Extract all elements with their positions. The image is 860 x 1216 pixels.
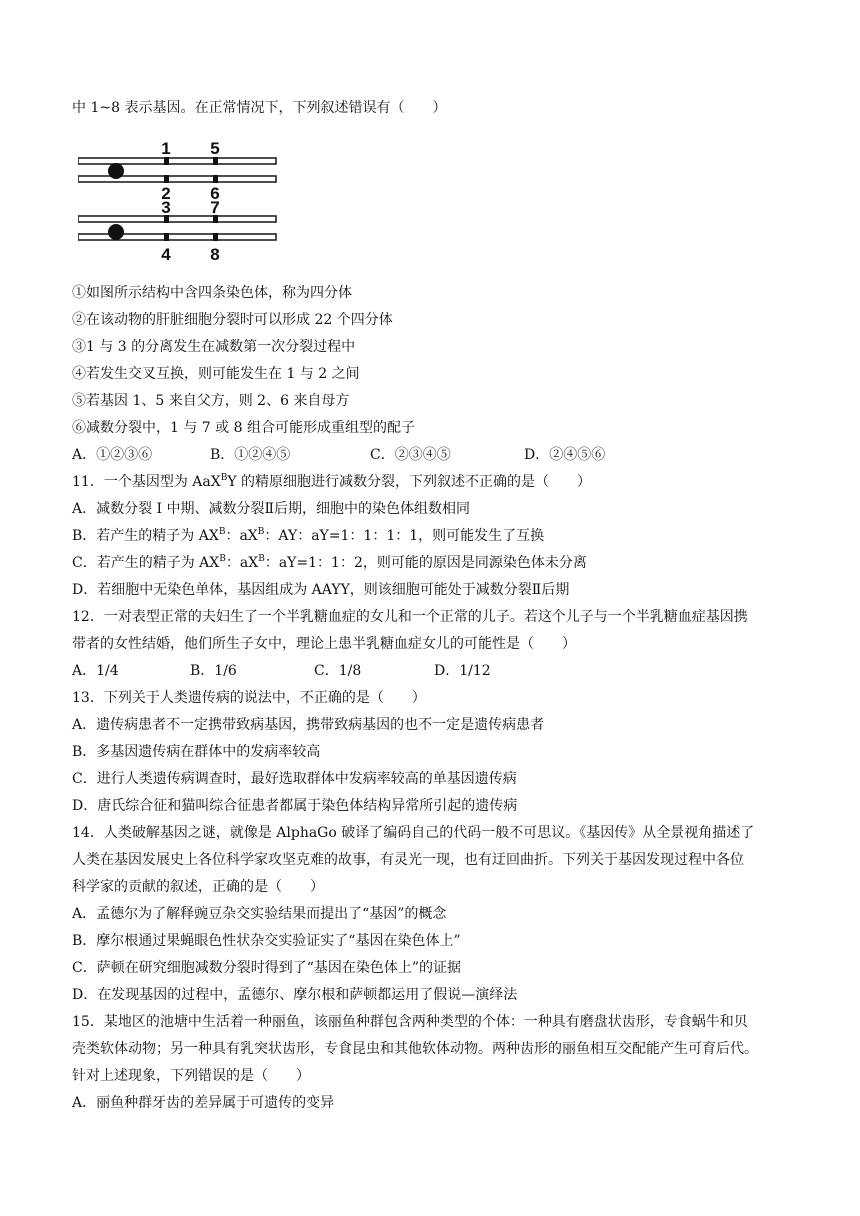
q11-c-sup1: B (219, 554, 226, 564)
gene-label-1: 1 (161, 139, 171, 158)
q11-option-b (72, 526, 544, 546)
q11-stem-sup: B (220, 473, 228, 483)
q11-option-c (72, 553, 587, 573)
q11-stem-post: Y 的精原细胞进行减数分裂，下列叙述不正确的是（ ） (227, 474, 592, 490)
q12-option-a: A．1/4 (72, 663, 119, 679)
gene-band-5 (213, 157, 218, 165)
q14-stem-line2: 人类在基因发展史上各位科学家攻坚克难的故事，有灵光一现，也有迂回曲折。下列关于基因发现过程中各位 (72, 852, 744, 868)
centromere-upper (108, 163, 124, 179)
q12-stem-line1: 12．一对表型正常的夫妇生了一个半乳糖血症的女儿和一个正常的儿子。若这个儿子与一个半乳糖血症基因携 (72, 609, 748, 625)
q11-b-sup1: B (218, 527, 226, 537)
gene-band-2 (164, 175, 169, 183)
statement-5: ⑤若基因 1、5 来自父方，则 2、6 来自母方 (72, 393, 350, 409)
q15-stem-line3: 针对上述现象，下列错误的是（ ） (72, 1068, 310, 1084)
q12-option-b: B．1/6 (190, 663, 237, 679)
q15-stem-line1: 15．某地区的池塘中生活着一种丽鱼，该丽鱼种群包含两种类型的个体：一种具有磨盘状齿形，专食蜗牛和贝 (72, 1014, 748, 1030)
gene-band-6 (213, 175, 218, 183)
q11-b-part3: ：AY：aY=1：1：1：1，则可能发生了互换 (264, 528, 545, 544)
q11-stem-pre: 11．一个基因型为 AaX (72, 474, 221, 490)
q10-options (72, 445, 772, 465)
q12-options (72, 661, 772, 681)
gene-label-7: 7 (210, 198, 220, 217)
q13-option-b: B．多基因遗传病在群体中的发病率较高 (72, 744, 321, 760)
q12-option-c: C．1/8 (314, 663, 362, 679)
q11-c-sup2: B (258, 554, 265, 564)
q15-option-a: A．丽鱼种群牙齿的差异属于可遗传的变异 (72, 1095, 335, 1111)
q14-option-b: B．摩尔根通过果蝇眼色性状杂交实验证实了“基因在染色体上” (72, 933, 461, 949)
gene-label-2: 2 (161, 184, 171, 203)
gene-label-8: 8 (210, 245, 220, 264)
q12-stem-line2: 带者的女性结婚，他们所生子女中，理论上患半乳糖血症女儿的可能性是（ ） (72, 636, 576, 652)
q12-option-d: D．1/12 (434, 663, 491, 679)
q11-b-sup2: B (257, 527, 265, 537)
q14-stem-line3: 科学家的贡献的叙述，正确的是（ ） (72, 879, 324, 895)
gene-label-4: 4 (161, 245, 171, 264)
gene-label-6: 6 (210, 184, 220, 203)
statement-6: ⑥减数分裂中，1 与 7 或 8 组合可能形成重组型的配子 (72, 420, 415, 436)
q11-option-a: A．减数分裂 I 中期、减数分裂Ⅱ后期，细胞中的染色体组数相同 (72, 501, 471, 517)
statement-2: ②在该动物的肝脏细胞分裂时可以形成 22 个四分体 (72, 312, 393, 328)
q10-option-c: C．②③④⑤ (370, 447, 451, 463)
chromosome-3 (78, 216, 276, 222)
q10-option-d: D．②④⑤⑥ (524, 447, 606, 463)
q11-c-part2: ：aX (225, 555, 259, 571)
gene-band-1 (164, 157, 169, 165)
q13-option-c: C．进行人类遗传病调查时，最好选取群体中发病率较高的单基因遗传病 (72, 771, 517, 787)
statement-4: ④若发生交叉互换，则可能发生在 1 与 2 之间 (72, 366, 360, 382)
q11-b-part1: B．若产生的精子为 AX (72, 528, 219, 544)
gene-band-4 (164, 233, 169, 241)
q11-b-part2: ：aX (225, 528, 258, 544)
chromosome-4 (78, 234, 276, 240)
statement-1: ①如图所示结构中含四条染色体，称为四分体 (72, 285, 352, 301)
statement-3: ③1 与 3 的分离发生在减数第一次分裂过程中 (72, 339, 356, 355)
gene-label-3: 3 (161, 198, 171, 217)
q14-option-d: D．在发现基因的过程中，孟德尔、摩尔根和萨顿都运用了假说—演绎法 (72, 987, 518, 1003)
q11-c-part1: C．若产生的精子为 AX (72, 555, 220, 571)
gene-label-5: 5 (210, 139, 220, 158)
q13-option-a: A．遗传病患者不一定携带致病基因，携带致病基因的也不一定是遗传病患者 (72, 717, 545, 733)
chromosome-2 (78, 176, 276, 182)
gene-band-8 (213, 233, 218, 241)
q13-stem: 13．下列关于人类遗传病的说法中，不正确的是（ ） (72, 690, 426, 706)
q11-stem (72, 472, 591, 492)
q14-option-c: C．萨顿在研究细胞减数分裂时得到了“基因在染色体上”的证据 (72, 960, 462, 976)
q10-option-b: B．①②④⑤ (210, 447, 291, 463)
chromosome-1 (78, 158, 276, 164)
q15-stem-line2: 壳类软体动物；另一种具有乳突状齿形，专食昆虫和其他软体动物。两种齿形的丽鱼相互交配能产生可育后代。 (72, 1041, 758, 1057)
q13-option-d: D．唐氏综合征和猫叫综合征患者都属于染色体结构异常所引起的遗传病 (72, 798, 518, 814)
centromere-lower (108, 224, 124, 240)
q10-option-a: A．①②③⑥ (72, 447, 153, 463)
q14-option-a: A．孟德尔为了解释豌豆杂交实验结果而提出了“基因”的概念 (72, 906, 447, 922)
chromosome-diagram (78, 138, 278, 266)
q11-option-d: D．若细胞中无染色单体，基因组成为 AAYY，则该细胞可能处于减数分裂Ⅱ后期 (72, 582, 570, 598)
q11-c-part3: ：aY=1：1：2，则可能的原因是同源染色体未分离 (264, 555, 587, 571)
q14-stem-line1: 14．人类破解基因之谜，就像是 AlphaGo 破译了编码自己的代码一般不可思议。《基因传》从全景视角描述了 (72, 825, 755, 841)
question-intro: 中 1~8 表示基因。在正常情况下，下列叙述错误有（ ） (72, 100, 447, 116)
